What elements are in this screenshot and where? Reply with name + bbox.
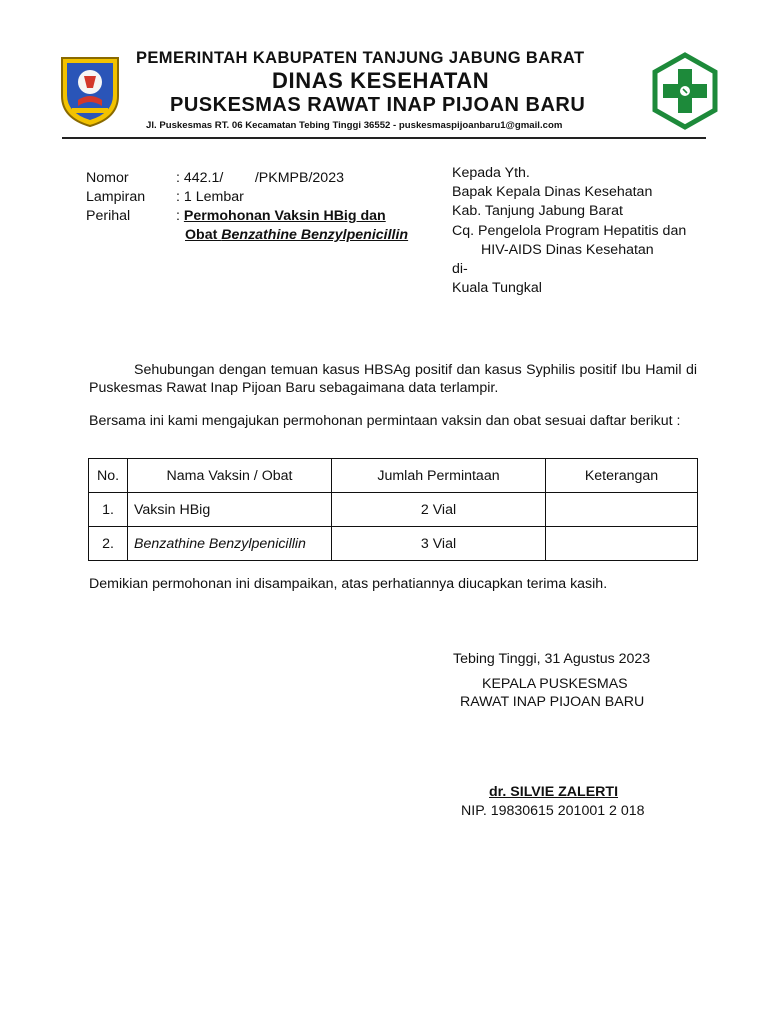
letter-meta [86,170,446,246]
perihal-subject-line2 [185,227,408,243]
signatory-name: dr. SILVIE ZALERTI [489,784,619,800]
perihal-subject-line1: Permohonan Vaksin HBig dan [183,208,386,224]
recipient-line: Kepada Yth. [452,165,530,181]
nomor-value: : 442.1/ /PKMPB/2023 [176,170,344,186]
cell-remarks [546,527,698,561]
perihal-colon: : [176,208,184,224]
recipient-line: Kuala Tungkal [452,280,542,297]
health-cross-icon [652,52,718,130]
table-row [89,527,698,561]
recipient-line: HIV-AIDS Dinas Kesehatan [481,241,654,258]
recipient-block [452,164,686,298]
header-remarks: Keterangan [546,459,698,493]
header-no: No. [89,459,128,493]
recipient-line: Cq. Pengelola Program Hepatitis dan [452,222,687,239]
table-header-row [89,459,698,493]
regency-emblem-icon [58,52,122,128]
lampiran-value: : 1 Lembar [176,189,244,205]
request-table [88,458,698,561]
letterhead-institution: PUSKESMAS RAWAT INAP PIJOAN BARU [170,94,586,116]
perihal-label: Perihal [86,208,131,224]
meta-lampiran [86,189,446,208]
meta-perihal [86,208,446,227]
letterhead [0,0,768,140]
cell-quantity: 3 Vial [332,527,546,561]
perihal-value [176,208,386,224]
meta-nomor [86,170,446,189]
lampiran-label: Lampiran [86,189,146,205]
meta-perihal-cont [86,227,446,246]
recipient-line: di- [452,261,468,278]
closing-paragraph: Demikian permohonan ini disampaikan, atas perhatiannya diucapkan terima kasih. [89,576,608,592]
body-paragraph-1: Sehubungan dengan temuan kasus HBSAg positif dan kasus Syphilis positif Ibu Hamil di Puskesmas Rawat Inap Pijoan Baru sebagaimana data terlampir. [89,362,697,396]
signatory-nip: NIP. 19830615 201001 2 018 [461,803,645,819]
cell-remarks [546,493,698,527]
recipient-line: Kab. Tanjung Jabung Barat [452,203,623,220]
letterhead-rule [62,137,706,139]
header-name: Nama Vaksin / Obat [128,459,332,493]
cell-name: Vaksin HBig [128,493,332,527]
letterhead-department: DINAS KESEHATAN [272,68,490,93]
cell-name: Benzathine Benzylpenicillin [128,527,332,561]
perihal-line2-drug: Benzathine Benzylpenicillin [221,227,409,243]
body-paragraph-2: Bersama ini kami mengajukan permohonan permintaan vaksin dan obat sesuai daftar berikut : [89,413,681,429]
signature-title-1: KEPALA PUSKESMAS [482,676,628,692]
header-quantity: Jumlah Permintaan [332,459,546,493]
perihal-line2-prefix: Obat [185,227,222,243]
signature-place-date: Tebing Tinggi, 31 Agustus 2023 [453,651,651,667]
recipient-line: Bapak Kepala Dinas Kesehatan [452,184,653,201]
letterhead-address: Jl. Puskesmas RT. 06 Kecamatan Tebing Tinggi 36552 - puskesmaspijoanbaru1@gmail.com [146,120,563,131]
letterhead-government: PEMERINTAH KABUPATEN TANJUNG JABUNG BARAT [136,49,585,67]
signature-title-2: RAWAT INAP PIJOAN BARU [460,694,645,710]
table-row [89,493,698,527]
cell-quantity: 2 Vial [332,493,546,527]
cell-no: 1. [89,493,128,527]
cell-no: 2. [89,527,128,561]
nomor-label: Nomor [86,170,129,186]
